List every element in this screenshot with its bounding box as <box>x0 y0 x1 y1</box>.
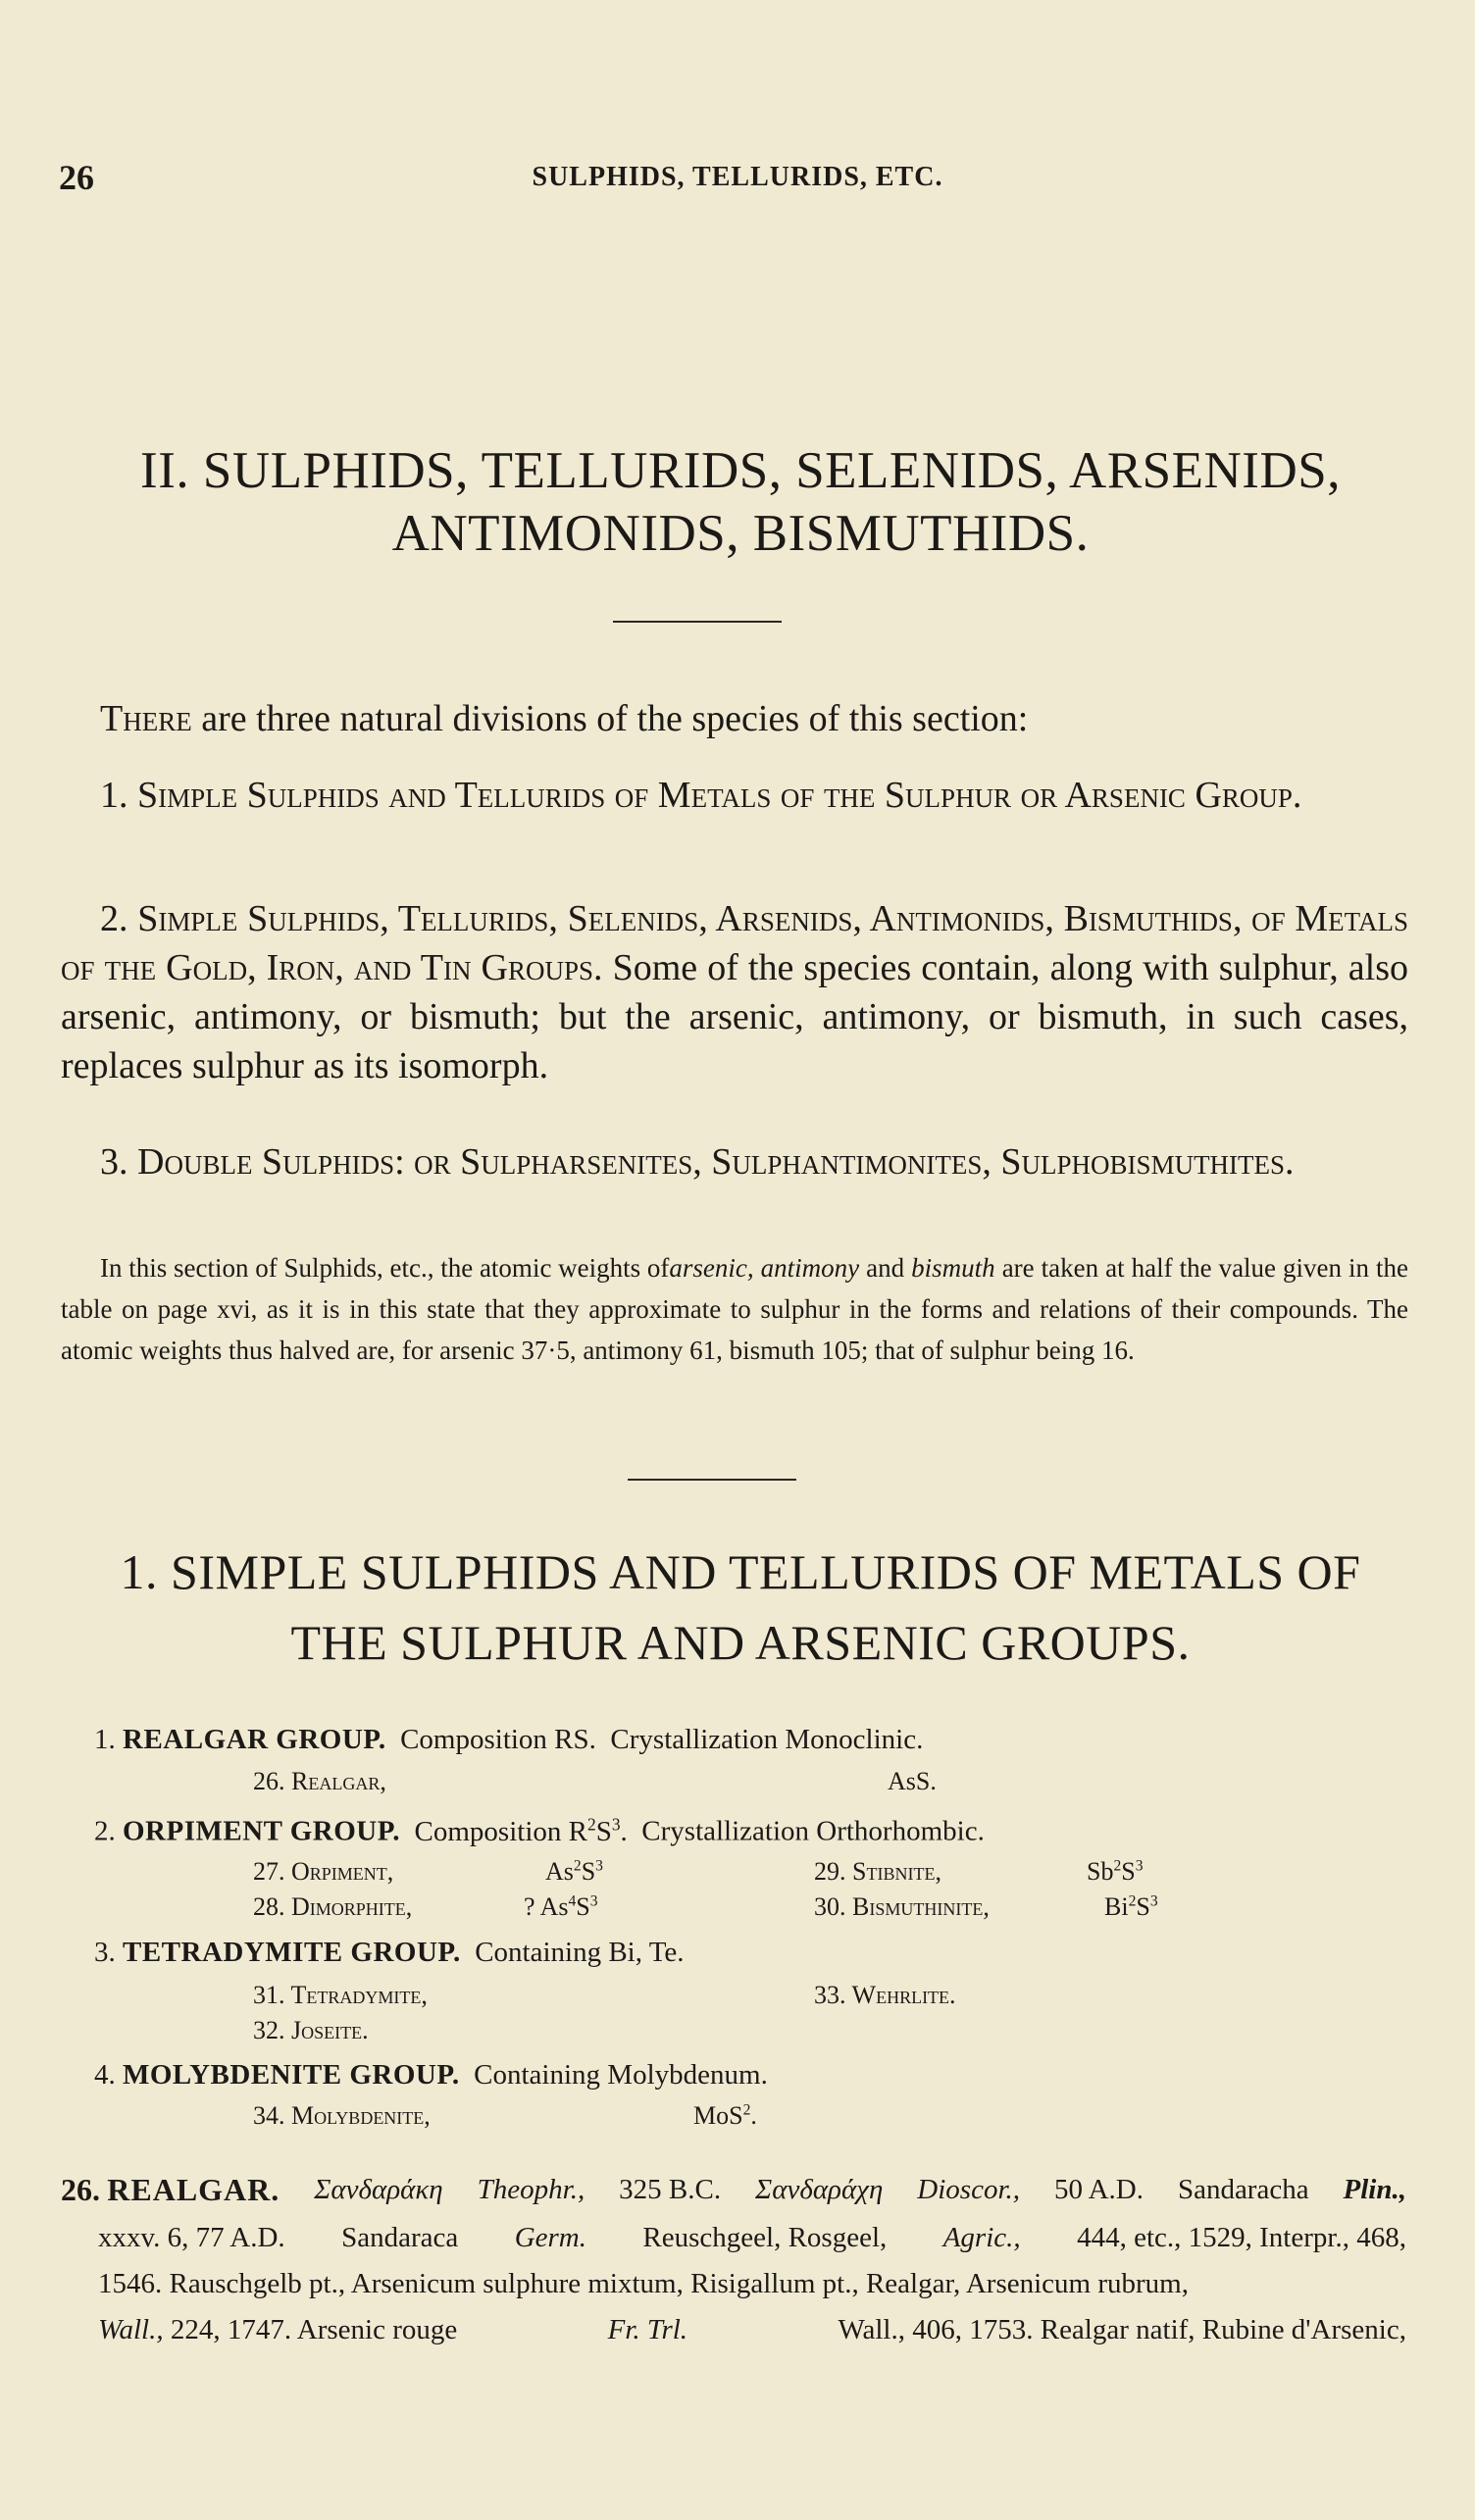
formula-mid: S <box>576 1892 590 1921</box>
note-and: and <box>859 1253 912 1283</box>
note-arsenic: arsenic, <box>669 1253 754 1283</box>
division-1 <box>61 771 1408 820</box>
germ-abbrev: Germ. <box>514 2222 586 2253</box>
group-4-number: 4. <box>94 2059 116 2091</box>
author-theophrastus: Theophr., <box>477 2174 585 2205</box>
division-1-heading: Simple Sulphids and Tellurids of Metals of the Sulphur or Arsenic Group. <box>137 775 1302 816</box>
group-realgar <box>94 1724 923 1756</box>
formula-sup: 3 <box>589 1892 598 1910</box>
formula-mid: S <box>1136 1892 1150 1921</box>
running-head: SULPHIDS, TELLURIDS, ETC. <box>532 162 943 192</box>
note-bismuth: bismuth <box>911 1253 995 1283</box>
group-molybdenite <box>94 2059 768 2092</box>
formula-sup: 4 <box>568 1892 577 1910</box>
author-pliny: Plin., <box>1343 2174 1406 2205</box>
group-2-comp-mid: S <box>595 1815 612 1847</box>
greek-name-2: Σανδαράχη <box>755 2174 884 2205</box>
species-orpiment: 27. Orpiment, <box>253 1857 394 1886</box>
division-3-heading: Double Sulphids: or Sulpharsenites, Sulphantimonites, Sulphobismuthites. <box>137 1141 1295 1183</box>
realgar-heading <box>61 2167 280 2215</box>
group-1-name: REALGAR GROUP. <box>123 1724 386 1755</box>
division-2 <box>61 894 1408 1090</box>
formula-base: ? As <box>524 1892 569 1921</box>
formula-base: Bi <box>1104 1892 1129 1921</box>
realgar-line-2 <box>61 2215 1406 2261</box>
group-orpiment <box>94 1814 985 1848</box>
division-1-number: 1. <box>100 775 137 816</box>
page-number: 26 <box>59 158 94 197</box>
group-2-crystallization: Crystallization Orthorhombic. <box>641 1815 985 1847</box>
group-2-composition <box>415 1816 628 1847</box>
line-4-a: 224, 1747. Arsenic rouge <box>170 2314 458 2345</box>
date-1: 325 B.C. <box>619 2174 722 2205</box>
group-2-comp-end: . <box>620 1815 628 1847</box>
division-3 <box>61 1137 1408 1186</box>
species-bismuthinite: 30. Bismuthinite, <box>814 1892 990 1921</box>
species-stibnite-formula <box>1087 1857 1144 1887</box>
formula-base: As <box>545 1857 574 1886</box>
author-wallerius: Wall., <box>98 2314 164 2345</box>
note-antimony: antimony <box>760 1253 860 1283</box>
species-dimorphite: 28. Dimorphite, <box>253 1892 413 1921</box>
division-2-number: 2. <box>100 898 138 939</box>
author-agricola: Agric., <box>942 2222 1021 2253</box>
species-realgar-formula: AsS. <box>888 1767 937 1795</box>
group-1-number: 1. <box>94 1724 116 1755</box>
section-title <box>59 439 1422 565</box>
line-4-b: Wall., 406, 1753. Realgar natif, Rubine d'Arsenic, <box>838 2314 1406 2345</box>
date-2: 50 A.D. <box>1053 2174 1144 2205</box>
line-2-b: Sandaraca <box>341 2222 459 2253</box>
division-2-heading: Simple Sulphids, Tellurids, Selenids, Arsenids, Antimonids, Bismuthids, of Metals of the Gold, Iron, and Tin Groups. <box>61 898 1409 988</box>
species-wehrlite: 33. Wehrlite. <box>814 1981 956 2009</box>
formula-sup: 2 <box>1113 1857 1122 1875</box>
species-tetradymite: 31. Tetradymite, <box>253 1981 428 2009</box>
group-2-comp-sup-1: 2 <box>586 1814 596 1834</box>
group-3-number: 3. <box>94 1937 116 1968</box>
section-title-line-2: ANTIMONIDS, BISMUTHIDS. <box>391 505 1090 562</box>
realgar-line-3 <box>61 2261 1406 2307</box>
group-3-composition: Containing Bi, Te. <box>475 1937 685 1968</box>
atomic-weights-note <box>61 1247 1408 1371</box>
group-tetradymite <box>94 1937 685 1969</box>
subsection-title-line-2: THE SULPHUR AND ARSENIC GROUPS. <box>290 1615 1191 1670</box>
division-2-text: Some of the species contain, along with sulphur, also arsenic, antimony, or bismuth; but the arsenic, antimony, or bismuth, in such cases, replaces sulphur as its isomorph. <box>61 947 1408 1086</box>
subsection-title <box>59 1537 1422 1678</box>
group-2-comp-label: Composition R <box>414 1815 587 1847</box>
line-2-a: xxxv. 6, 77 A.D. <box>98 2222 285 2253</box>
species-realgar: 26. Realgar, <box>253 1767 386 1795</box>
line-2-c: Reuschgeel, Rosgeel, <box>642 2222 888 2253</box>
formula-sup: 2 <box>573 1857 582 1875</box>
species-stibnite: 29. Stibnite, <box>814 1857 941 1886</box>
group-1-crystallization: Crystallization Monoclinic. <box>610 1724 924 1755</box>
author-dioscorides: Dioscor., <box>917 2174 1021 2205</box>
formula-base: Sb <box>1087 1857 1114 1886</box>
subsection-title-line-1: 1. SIMPLE SULPHIDS AND TELLURIDS OF METALS OF <box>120 1544 1361 1599</box>
note-part-1: In this section of Sulphids, etc., the atomic weights of <box>100 1253 670 1283</box>
formula-sup: 3 <box>1135 1857 1144 1875</box>
species-bismuthinite-formula <box>1104 1892 1158 1922</box>
group-1-composition: Composition RS. <box>400 1724 596 1755</box>
intro-first-word: There <box>100 698 192 739</box>
realgar-number: 26. <box>61 2172 100 2207</box>
intro-text: are three natural divisions of the species of this section: <box>191 698 1029 739</box>
section-divider <box>628 1479 796 1481</box>
intro-paragraph <box>61 694 1408 743</box>
realgar-line-1 <box>61 2167 1406 2215</box>
species-joseite: 32. Joseite. <box>253 2016 369 2044</box>
note-part-2: are taken at half the value given in the table on page xvi, as it is in this state that they approximate to sulphur in the forms and relations of their compounds. The atomic weights thus halved are, for arsenic 37·5, antimony 61, bismuth 105; that of sulphur being 16. <box>61 1253 1409 1365</box>
species-molybdenite-formula <box>693 2101 757 2131</box>
realgar-line-4 <box>61 2307 1406 2353</box>
greek-name-1: Σανδαράκη <box>314 2174 443 2205</box>
formula-mid: S <box>1121 1857 1136 1886</box>
formula-end: . <box>750 2101 757 2130</box>
realgar-name: REALGAR. <box>107 2172 280 2207</box>
species-molybdenite: 34. Molybdenite, <box>253 2101 431 2130</box>
group-2-comp-sup-2: 3 <box>611 1814 621 1834</box>
formula-sup: 3 <box>1149 1892 1158 1910</box>
group-4-name: MOLYBDENITE GROUP. <box>123 2059 460 2091</box>
line-2-d: 444, etc., 1529, Interpr., 468, <box>1077 2222 1406 2253</box>
section-title-line-1: II. SULPHIDS, TELLURIDS, SELENIDS, ARSENIDS, <box>140 442 1341 499</box>
french-translation-abbrev: Fr. Trl. <box>607 2314 688 2345</box>
realgar-entry <box>61 2167 1406 2353</box>
formula-sup: 2 <box>742 2101 751 2119</box>
line-3-a: 1546. Rauschgelb pt., Arsenicum sulphure mixtum, Risigallum pt., Realgar, Arsenicum rubrum, <box>98 2268 1189 2299</box>
species-orpiment-formula <box>545 1857 603 1887</box>
division-3-number: 3. <box>100 1141 137 1183</box>
title-divider <box>613 621 782 623</box>
formula-sup: 2 <box>1128 1892 1137 1910</box>
formula-mid: S <box>581 1857 596 1886</box>
formula-sup: 3 <box>595 1857 603 1875</box>
group-2-name: ORPIMENT GROUP. <box>123 1815 401 1847</box>
line-4-start <box>98 2307 457 2353</box>
group-4-composition: Containing Molybdenum. <box>474 2059 768 2091</box>
species-dimorphite-formula <box>524 1892 598 1922</box>
group-3-name: TETRADYMITE GROUP. <box>123 1937 461 1968</box>
sandaracha: Sandaracha <box>1177 2174 1309 2205</box>
formula-base: MoS <box>693 2101 743 2130</box>
group-2-number: 2. <box>94 1815 116 1847</box>
